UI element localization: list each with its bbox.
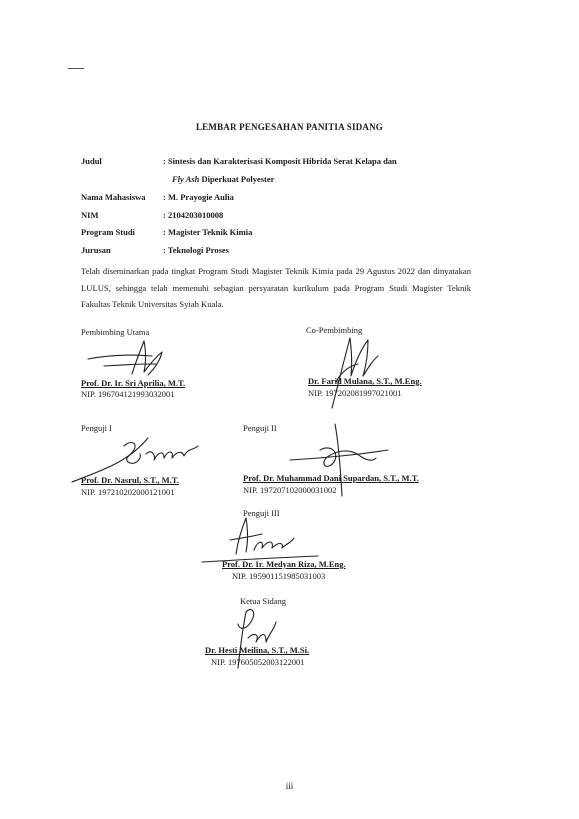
page-number: iii [285,781,294,791]
nama-value: : M. Prayogie Aulia [163,192,234,202]
ketua-sidang-nip: NIP. 197605052003122001 [211,657,305,667]
judul-value-line1: : Sintesis dan Karakterisasi Komposit Hibrida Serat Kelapa dan [163,156,397,166]
pembimbing-utama-name: Prof. Dr. Ir. Sri Aprilia, M.T. [81,378,186,388]
co-pembimbing-nip: NIP. 197202081997021001 [308,388,402,398]
page-title: LEMBAR PENGESAHAN PANITIA SIDANG [195,122,383,132]
nim-label: NIM [81,210,99,220]
ketua-sidang-name: Dr. Hesti Meilina, S.T., M.Si. [205,645,310,655]
penguji-2-name: Prof. Dr. Muhammad Dani Supardan, S.T., M.T. [243,473,419,483]
judul-value-line2-rest: Diperkuat Polyester [199,174,275,184]
pembimbing-utama-nip: NIP. 196704121993032001 [81,389,175,399]
penguji-1-name: Prof. Dr. Nasrul, S.T., M.T. [81,475,179,485]
judul-value-line2 [172,174,274,184]
penguji-1-role: Penguji I [81,423,112,433]
jurusan-value: : Teknologi Proses [163,245,229,255]
judul-label: Judul [81,156,102,166]
penguji-3-role: Penguji III [243,508,280,518]
judul-italic-term: Fly Ash [172,174,200,184]
nim-value: : 2104203010008 [163,210,224,220]
co-pembimbing-signature [318,330,388,410]
pembimbing-utama-role: Pembimbing Utama [81,327,150,337]
co-pembimbing-role: Co-Pembimbing [306,325,363,335]
prodi-value: : Magister Teknik Kimia [163,227,253,237]
penguji-1-nip: NIP. 197210202000121001 [81,487,175,497]
nama-label: Nama Mahasiswa [81,192,146,202]
penguji-3-name: Prof. Dr. Ir. Medyan Riza, M.Eng. [222,559,346,569]
scan-edge-mark [68,68,84,69]
penguji-3-nip: NIP. 195901151985031003 [232,571,326,581]
co-pembimbing-name: Dr. Farid Mulana, S.T., M.Eng. [308,376,422,386]
jurusan-label: Jurusan [81,245,111,255]
ketua-sidang-role: Ketua Sidang [240,596,287,606]
penguji-2-nip: NIP. 197207102000031002 [243,485,337,495]
pembimbing-utama-signature [84,339,174,383]
penguji-2-role: Penguji II [243,423,277,433]
approval-paragraph: Telah diseminarkan pada tingkat Program Studi Magister Teknik Kimia pada 29 Agustus 2022 dan dinyatakan LULUS, sehingga telah memenuhi sebagian persyaratan kurikulum pada Program Studi Magister Teknik Fakultas Teknik Universitas Syiah Kuala. [81,266,471,309]
prodi-label: Program Studi [81,227,135,237]
